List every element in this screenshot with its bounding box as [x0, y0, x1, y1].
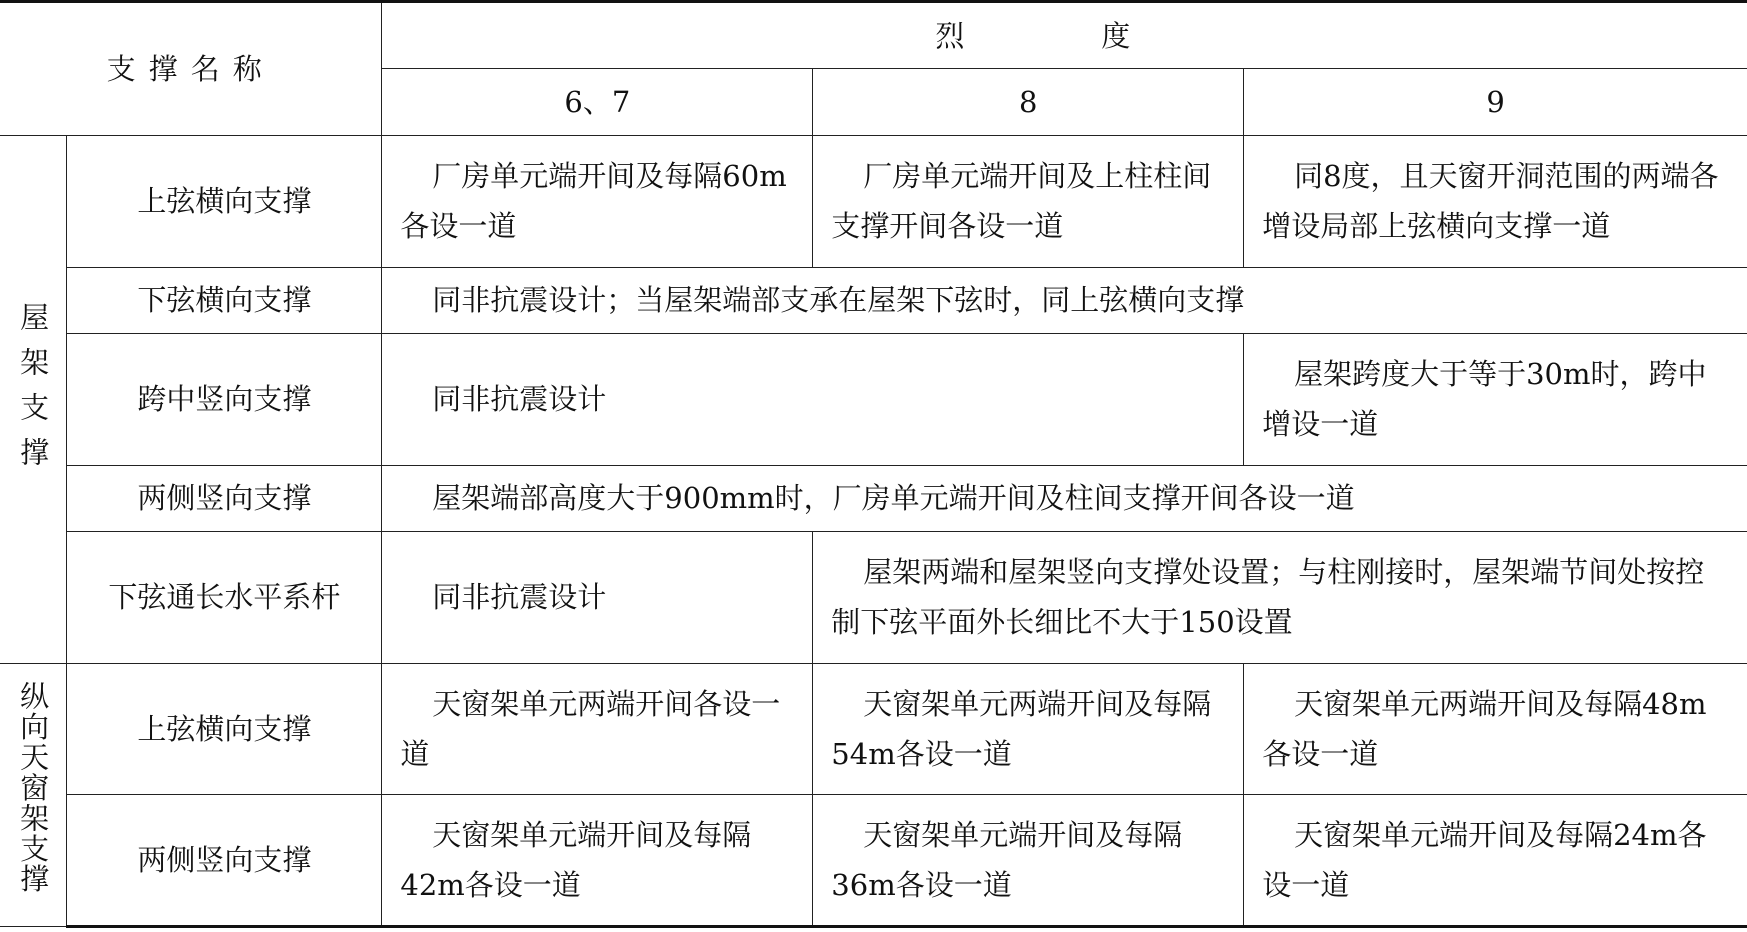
header-intensity-8: 8 [813, 69, 1244, 135]
row-name: 下弦横向支撑 [67, 267, 382, 333]
cell-678: 同非抗震设计 [382, 333, 1244, 465]
header-intensity-67: 6、7 [382, 69, 813, 135]
row-name: 两侧竖向支撑 [67, 795, 382, 927]
row-name: 下弦通长水平系杆 [67, 531, 382, 663]
cell-67: 天窗架单元端开间及每隔42m各设一道 [382, 795, 813, 927]
cell-9: 天窗架单元端开间及每隔24m各设一道 [1244, 795, 1747, 927]
header-intensity-title: 烈 度 [382, 2, 1747, 69]
table-row [0, 663, 1747, 795]
cell-67: 厂房单元端开间及每隔60m各设一道 [382, 135, 813, 267]
header-intensity-9: 9 [1244, 69, 1747, 135]
row-name: 两侧竖向支撑 [67, 465, 382, 531]
cell-89: 屋架两端和屋架竖向支撑处设置；与柱刚接时，屋架端节间处按控制下弦平面外长细比不大于150设置 [813, 531, 1747, 663]
table-row [0, 531, 1747, 663]
row-name: 上弦横向支撑 [67, 663, 382, 795]
cell-67: 天窗架单元两端开间各设一道 [382, 663, 813, 795]
cell-9: 天窗架单元两端开间及每隔48m各设一道 [1244, 663, 1747, 795]
cell-9: 同8度，且天窗开洞范围的两端各增设局部上弦横向支撑一道 [1244, 135, 1747, 267]
cell-8: 天窗架单元端开间及每隔36m各设一道 [813, 795, 1244, 927]
table-row [0, 267, 1747, 333]
cell-merged: 屋架端部高度大于900mm时，厂房单元端开间及柱间支撑开间各设一道 [382, 465, 1747, 531]
group-label-roof-truss [0, 135, 67, 663]
table-row [0, 465, 1747, 531]
group-label-text: 屋架支撑 [16, 301, 51, 482]
table-row [0, 135, 1747, 267]
group-label-text: 纵向天窗架支撑 [16, 680, 51, 894]
cell-8: 厂房单元端开间及上柱柱间支撑开间各设一道 [813, 135, 1244, 267]
cell-67: 同非抗震设计 [382, 531, 813, 663]
cell-9: 屋架跨度大于等于30m时，跨中增设一道 [1244, 333, 1747, 465]
header-name-col: 支撑名称 [0, 2, 382, 136]
table-row [0, 795, 1747, 927]
header-row-1 [0, 2, 1747, 69]
cell-merged: 同非抗震设计；当屋架端部支承在屋架下弦时，同上弦横向支撑 [382, 267, 1747, 333]
row-name: 上弦横向支撑 [67, 135, 382, 267]
table-row [0, 333, 1747, 465]
group-label-skylight [0, 663, 67, 926]
cell-8: 天窗架单元两端开间及每隔54m各设一道 [813, 663, 1244, 795]
row-name: 跨中竖向支撑 [67, 333, 382, 465]
